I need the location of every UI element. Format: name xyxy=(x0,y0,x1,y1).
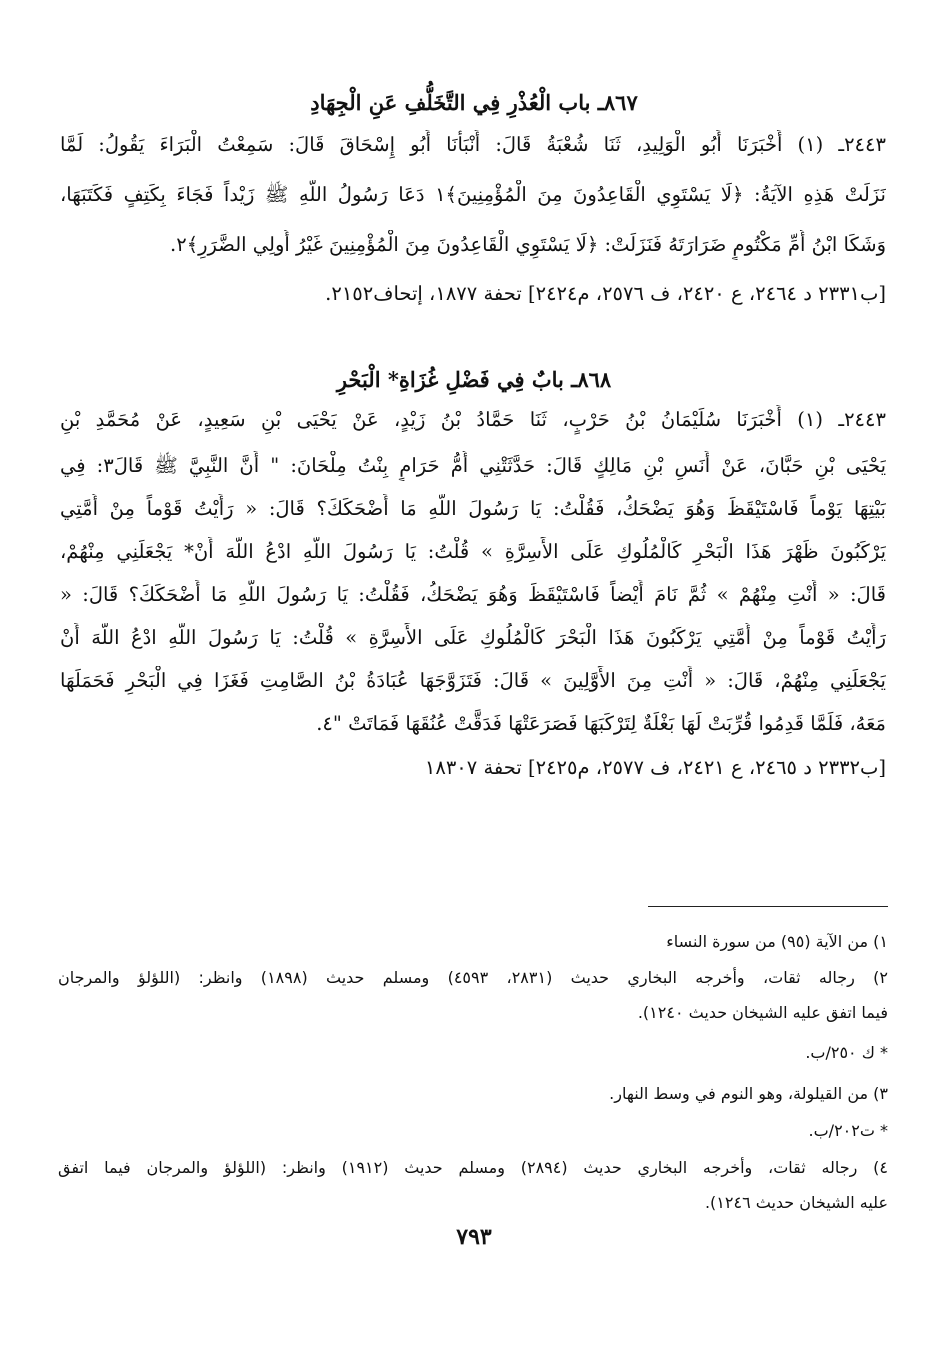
footnote: ٢) رجاله ثقات، وأخرجه البخاري حديث (٢٨٣١، ٤٥٩٣) ومسلم حديث (١٨٩٨) وانظر: (اللؤلؤ والمرجان xyxy=(58,968,888,987)
hadith-line: وَشَكَا ابْنُ أُمِّ مَكْتُومٍ ضَرَارَتَهُ فَنَزَلَتْ: ﴿لَا يَسْتَوِي الْقَاعِدُونَ مِنَ الْمُؤْمِنِينَ غَيْرُ أُولِي الضَّرَرِ﴾٢. xyxy=(170,233,886,256)
footnote: عليه الشيخان حديث ١٢٤٦). xyxy=(704,1193,888,1212)
footnote-separator xyxy=(648,906,888,907)
chapter-heading-867: ٨٦٧ـ باب الْعُذْرِ فِي التَّخَلُّفِ عَنِ الْجِهَادِ xyxy=(310,90,638,115)
footnote: * ت٢٠٢/ب. xyxy=(808,1121,888,1140)
hadith-line: بَيْتِهَا يَوْماً فَاسْتَيْقَظَ وَهُوَ يَضْحَكُ، فَقُلْتُ: يَا رَسُولَ اللَّهِ مَا أَضْحَكَكَ؟ قَالَ: « رَأَيْتُ قَوْماً مِنْ أُمَّتِي xyxy=(60,497,886,520)
hadith-line: يَحْيَى بْنِ حَبَّانَ، عَنْ أَنَسِ بْنِ مَالِكٍ قَالَ: حَدَّثَتْنِي أُمُّ حَرَامٍ بِنْتُ مِلْحَانَ: " أَنَّ النَّبِيَّ ﷺ قَالَ٣: فِي xyxy=(60,454,886,477)
hadith-line: ٢٤٤٣ـ (١) أَخْبَرَنَا سُلَيْمَانُ بْنُ حَرْبٍ، ثَنَا حَمَّادُ بْنُ زَيْدٍ، عَنْ يَحْيَى بْنِ سَعِيدٍ، عَنْ مُحَمَّدِ بْنِ xyxy=(60,408,886,431)
chapter-heading-868: ٨٦٨ـ بابٌ فِي فَضْلِ غُزَاةِ* الْبَحْرِ xyxy=(336,367,612,392)
hadith-line: قَالَ: « أَنْتِ مِنْهُمْ » ثُمَّ نَامَ أَيْضاً فَاسْتَيْقَظَ وَهُوَ يَضْحَكُ، فَقُلْتُ: يَا رَسُولَ اللَّهِ مَا أَضْحَكَكَ؟ قَالَ: « xyxy=(60,583,886,606)
hadith-line: ٢٤٤٣ـ (١) أَخْبَرَنَا أَبُو الْوَلِيدِ، ثَنَا شُعْبَةُ قَالَ: أَنْبَأَنَا أَبُو إِسْحَاقَ قَالَ: سَمِعْتُ الْبَرَاءَ يَقُولُ: لَمَّا xyxy=(60,133,886,156)
footnote: * ك ٢٥٠/ب. xyxy=(805,1043,888,1062)
footnote: ٣) من القيلولة، وهو النوم في وسط النهار. xyxy=(609,1084,888,1103)
footnote: فيما اتفق عليه الشيخان حديث ١٢٤٠). xyxy=(637,1003,888,1022)
page-number: ٧٩٣ xyxy=(456,1224,492,1250)
hadith-line: رَأَيْتُ قَوْماً مِنْ أُمَّتِي يَرْكَبُونَ هَذَا الْبَحْرَ كَالْمُلُوكِ عَلَى الأَسِرَّةِ » قُلْتُ: يَا رَسُولَ اللَّهِ ادْعُ اللَّهَ أَنْ xyxy=(60,626,886,649)
footnote: ١) من الآية (٩٥) من سورة النساء xyxy=(666,932,888,951)
hadith-reference: [ب٢٣٣٢ د ٢٤٦٥، ع ٢٤٢١، ف ٢٥٧٧، م٢٤٢٥] تحفة ١٨٣٠٧ xyxy=(424,756,886,779)
hadith-line: نَزَلَتْ هَذِهِ الآيَةُ: ﴿لَا يَسْتَوِي الْقَاعِدُونَ مِنَ الْمُؤْمِنِينَ﴾١ دَعَا رَسُولُ اللَّهِ ﷺ زَيْداً فَجَاءَ بِكَتِفٍ فَكَتَبَهَا، xyxy=(60,183,886,206)
footnote: ٤) رجاله ثقات، وأخرجه البخاري حديث (٢٨٩٤) ومسلم حديث (١٩١٢) وانظر: (اللؤلؤ والمرجان فيما اتفق xyxy=(58,1158,888,1177)
hadith-line: يَجْعَلَنِي مِنْهُمْ، قَالَ: « أَنْتِ مِنَ الأَوَّلِينَ » قَالَ: فَتَزَوَّجَهَا عُبَادَةُ بْنُ الصَّامِتِ فَغَزَا فِي الْبَحْرِ فَحَمَلَهَا xyxy=(60,669,886,692)
hadith-line: مَعَهُ، فَلَمَّا قَدِمُوا قُرِّبَتْ لَهَا بَغْلَةٌ لِتَرْكَبَهَا فَصَرَعَتْهَا فَدَقَّتْ عُنُقَهَا فَمَاتَتْ "٤. xyxy=(316,712,886,735)
hadith-line: يَرْكَبُونَ ظَهْرَ هَذَا الْبَحْرِ كَالْمُلُوكِ عَلَى الأَسِرَّةِ » قُلْتُ: يَا رَسُولَ اللَّهِ ادْعُ اللَّهَ أَنْ* يَجْعَلَنِي مِنْهُمْ، xyxy=(60,540,886,563)
hadith-reference: [ب٢٣٣١ د ٢٤٦٤، ع ٢٤٢٠، ف ٢٥٧٦، م٢٤٢٤] تحفة ١٨٧٧، إتحاف٢١٥٢. xyxy=(325,282,886,305)
